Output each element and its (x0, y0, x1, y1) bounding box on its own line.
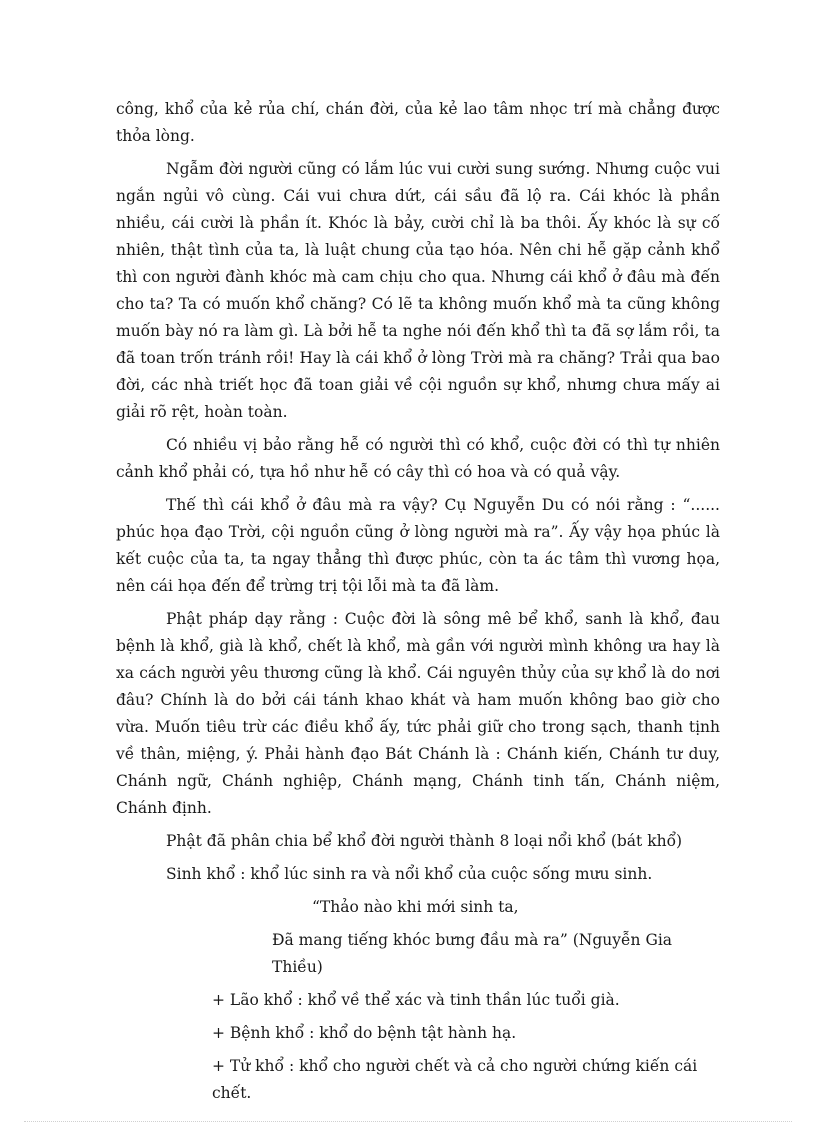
paragraph-nguyen-du: Thế thì cái khổ ở đâu mà ra vậy? Cụ Nguyễn Du có nói rằng : “...... phúc họa đạo Trời, cội nguồn cũng ở lòng người mà ra”. Ấy vậy họa phúc là kết cuộc của ta, ta ngay thẳng thì được phúc, còn ta ác tâm thì vương họa, nên cái họa đến để trừng trị tội lỗi mà ta đã làm. (116, 496, 720, 595)
paragraph-eight-sufferings: Phật đã phân chia bể khổ đời người thành 8 loại nổi khổ (bát khổ) (166, 832, 683, 850)
list-item-death: + Tử khổ : khổ cho người chết và cả cho người chứng kiến cái chết. (212, 1057, 698, 1102)
page-bottom-rule (24, 1121, 792, 1122)
verse-line-1: “Thảo nào khi mới sinh ta, (312, 898, 519, 916)
paragraph-buddhist-teaching: Phật pháp dạy rằng : Cuộc đời là sông mê bể khổ, sanh là khổ, đau bệnh là khổ, già là khổ, chết là khổ, mà gần với người mình không ưa hay là xa cách người yêu thương cũng là khổ. Cái nguyên thủy của sự khổ là do nơi đâu? Chính là do bởi cái tánh khao khát và ham muốn không bao giờ cho vừa. Muốn tiêu trừ các điều khổ ấy, tức phải giữ cho trong sạch, thanh tịnh về thân, miệng, ý. Phải hành đạo Bát Chánh là : Chánh kiến, Chánh tư duy, Chánh ngữ, Chánh nghiệp, Chánh mạng, Chánh tinh tấn, Chánh niệm, Chánh định. (116, 610, 720, 817)
paragraph-continuation: công, khổ của kẻ rủa chí, chán đời, của kẻ lao tâm nhọc trí mà chẳng được thỏa lòng. (116, 100, 720, 145)
verse-line-2: Đã mang tiếng khóc bưng đầu mà ra” (Nguyễn Gia Thiều) (272, 931, 673, 976)
paragraph-where-people-exist: Có nhiều vị bảo rằng hễ có người thì có khổ, cuộc đời có thì tự nhiên cảnh khổ phải có, tựa hồ như hễ có cây thì có hoa và có quả vậy. (116, 436, 720, 481)
paragraph-birth-suffering: Sinh khổ : khổ lúc sinh ra và nổi khổ của cuộc sống mưu sinh. (166, 865, 653, 883)
list-item-sickness: + Bệnh khổ : khổ do bệnh tật hành hạ. (212, 1024, 517, 1042)
list-item-old-age: + Lão khổ : khổ về thể xác và tinh thần lúc tuổi già. (212, 991, 620, 1009)
paragraph-laughter-and-tears: Ngẫm đời người cũng có lắm lúc vui cười sung sướng. Nhưng cuộc vui ngắn ngủi vô cùng. Cái vui chưa dứt, cái sầu đã lộ ra. Cái khóc là phần nhiều, cái cười là phần ít. Khóc là bảy, cười chỉ là ba thôi. Ấy khóc là sự cố nhiên, thật tình của ta, là luật chung của tạo hóa. Nên chi hễ gặp cảnh khổ thì con người đành khóc mà cam chịu cho qua. Nhưng cái khổ ở đâu mà đến cho ta? Ta có muốn khổ chăng? Có lẽ ta không muốn khổ mà ta cũng không muốn bày nó ra làm gì. Là bởi hễ ta nghe nói đến khổ thì ta đã sợ lắm rồi, ta đã toan trốn tránh rồi! Hay là cái khổ ở lòng Trời mà ra chăng? Trải qua bao đời, các nhà triết học đã toan giải về cội nguồn sự khổ, nhưng chưa mấy ai giải rõ rệt, hoàn toàn. (116, 160, 720, 421)
